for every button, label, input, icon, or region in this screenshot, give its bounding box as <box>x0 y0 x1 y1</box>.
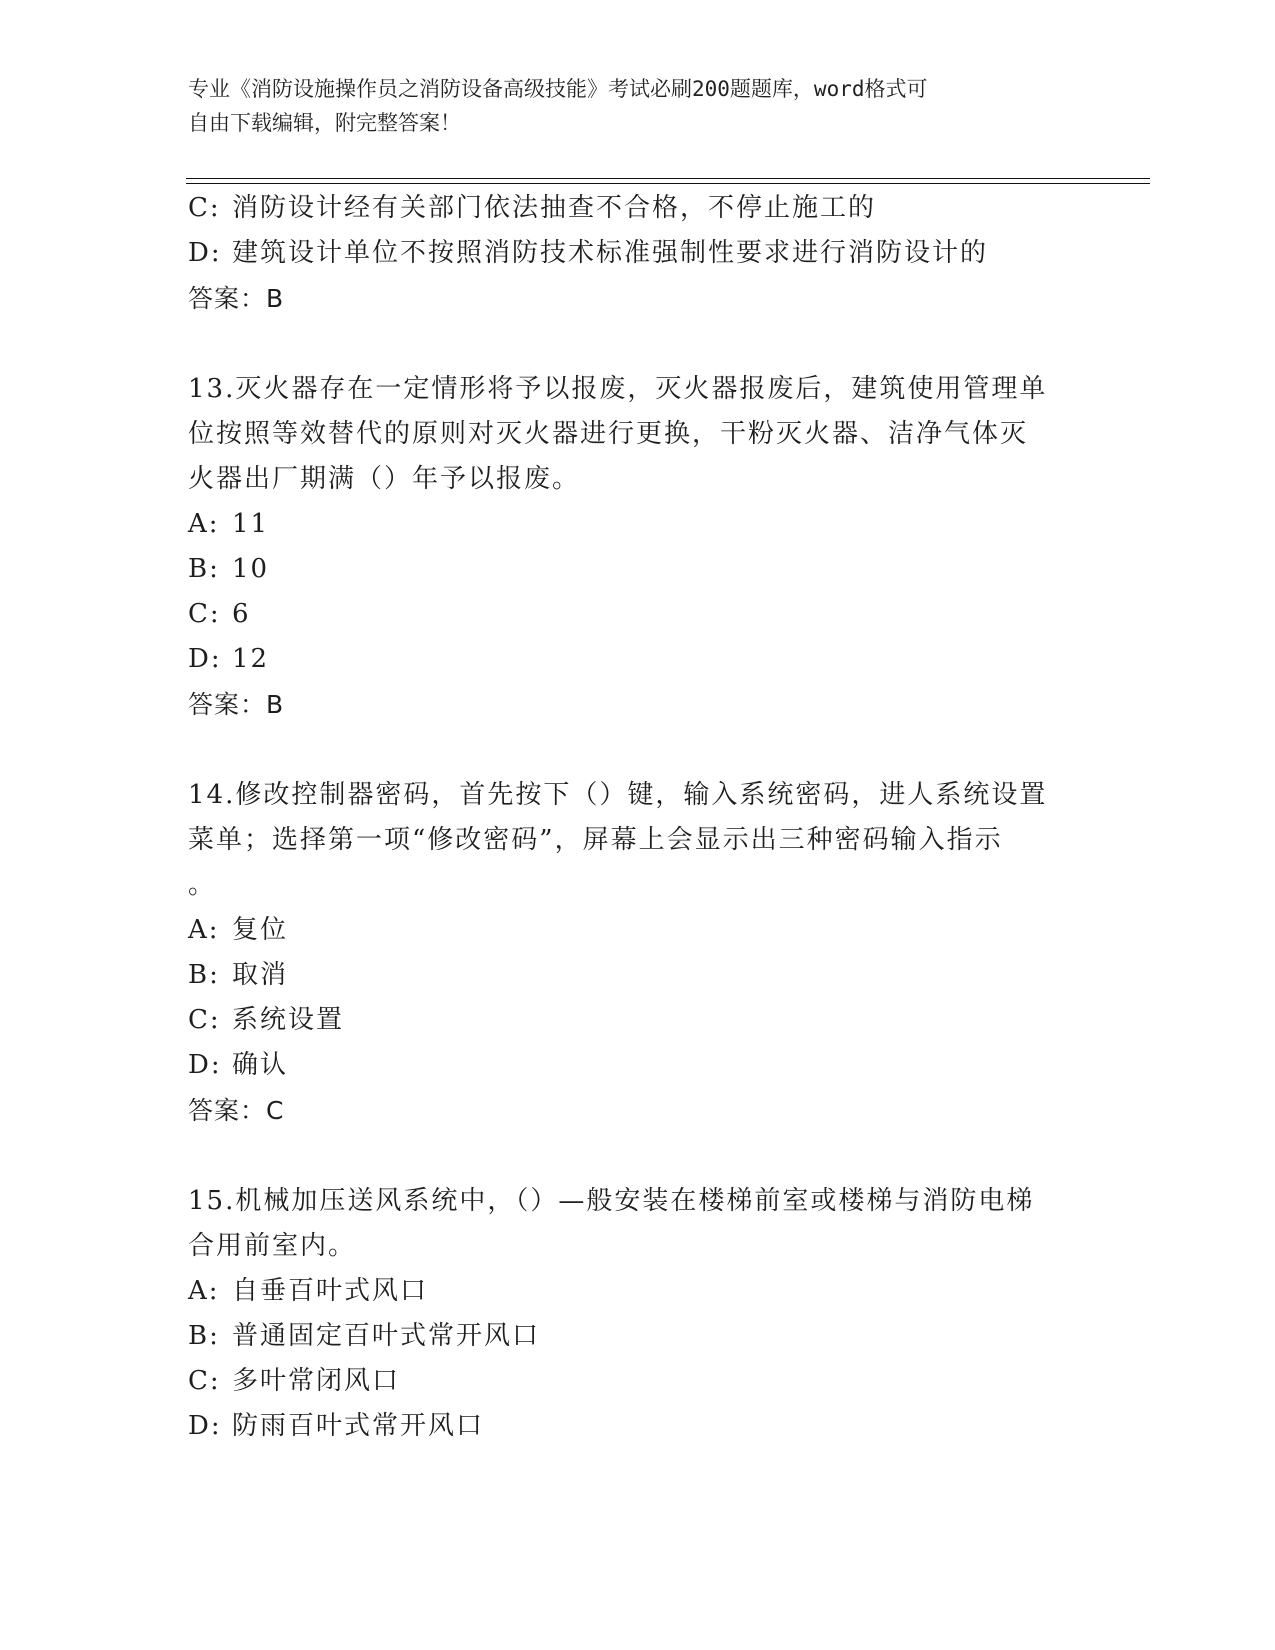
question-14 <box>188 773 1078 1133</box>
option-text: 消防设计经有关部门依法抽查不合格，不停止施工的 <box>232 193 877 223</box>
question-list <box>188 186 1078 1449</box>
question-15 <box>188 1179 1078 1449</box>
header-rule-bottom <box>186 183 1150 184</box>
option-b <box>188 953 1078 998</box>
header-rule-top <box>186 178 1150 179</box>
option-text: 11 <box>232 509 270 539</box>
option-text: 自垂百叶式风口 <box>232 1276 429 1306</box>
question-text-line: 合用前室内。 <box>188 1231 357 1261</box>
option-key: C: <box>188 193 221 223</box>
option-d <box>188 1404 1078 1449</box>
answer-line: 答案：B <box>188 284 285 313</box>
option-text: 复位 <box>232 915 289 945</box>
option-key: B: <box>188 554 220 584</box>
page-header <box>188 72 1068 140</box>
option-d <box>188 1043 1078 1088</box>
question-text-line: 13.灭火器存在一定情形将予以报废，灭火器报废后，建筑使用管理单 <box>188 374 1048 404</box>
option-key: D: <box>188 644 222 674</box>
option-b <box>188 547 1078 592</box>
option-d <box>188 231 1078 276</box>
option-a <box>188 1269 1078 1314</box>
option-c <box>188 186 1078 231</box>
option-key: A: <box>188 915 220 945</box>
option-c <box>188 998 1078 1043</box>
question-text-line: 菜单；选择第一项“修改密码”，屏幕上会显示出三种密码输入指示 <box>188 825 1003 855</box>
question-text-line: 15.机械加压送风系统中，（）—般安装在楼梯前室或楼梯与消防电梯 <box>188 1186 1035 1216</box>
option-key: D: <box>188 238 222 268</box>
option-key: C: <box>188 1005 221 1035</box>
answer-line: 答案：B <box>188 690 285 719</box>
option-a <box>188 502 1078 547</box>
option-c <box>188 1359 1078 1404</box>
option-c <box>188 592 1078 637</box>
question-text-line: 位按照等效替代的原则对灭火器进行更换，干粉灭火器、洁净气体灭 <box>188 419 1029 449</box>
option-text: 多叶常闭风口 <box>232 1366 401 1396</box>
question-text-line: 。 <box>188 870 217 900</box>
option-text: 系统设置 <box>232 1005 345 1035</box>
option-key: D: <box>188 1411 222 1441</box>
option-key: A: <box>188 509 220 539</box>
question-13 <box>188 367 1078 727</box>
option-a <box>188 908 1078 953</box>
option-key: C: <box>188 1366 221 1396</box>
option-text: 防雨百叶式常开风口 <box>232 1411 485 1441</box>
option-text: 6 <box>232 599 251 629</box>
answer-line: 答案：C <box>188 1096 285 1125</box>
question-text-line: 火器出厂期满（）年予以报废。 <box>188 464 581 494</box>
option-text: 建筑设计单位不按照消防技术标准强制性要求进行消防设计的 <box>232 238 989 268</box>
option-b <box>188 1314 1078 1359</box>
option-d <box>188 637 1078 682</box>
option-key: D: <box>188 1050 222 1080</box>
option-text: 12 <box>232 644 270 674</box>
question-text-line: 14.修改控制器密码，首先按下（）键，输入系统密码，进人系统设置 <box>188 780 1048 810</box>
option-text: 普通固定百叶式常开风口 <box>232 1321 541 1351</box>
option-key: B: <box>188 1321 220 1351</box>
option-key: A: <box>188 1276 220 1306</box>
option-text: 10 <box>232 554 270 584</box>
option-key: B: <box>188 960 220 990</box>
option-text: 取消 <box>232 960 289 990</box>
option-text: 确认 <box>232 1050 289 1080</box>
header-line-1: 专业《消防设施操作员之消防设备高级技能》考试必刷200题题库，word格式可 <box>188 77 928 101</box>
header-line-2: 自由下载编辑，附完整答案！ <box>188 111 461 135</box>
option-key: C: <box>188 599 221 629</box>
